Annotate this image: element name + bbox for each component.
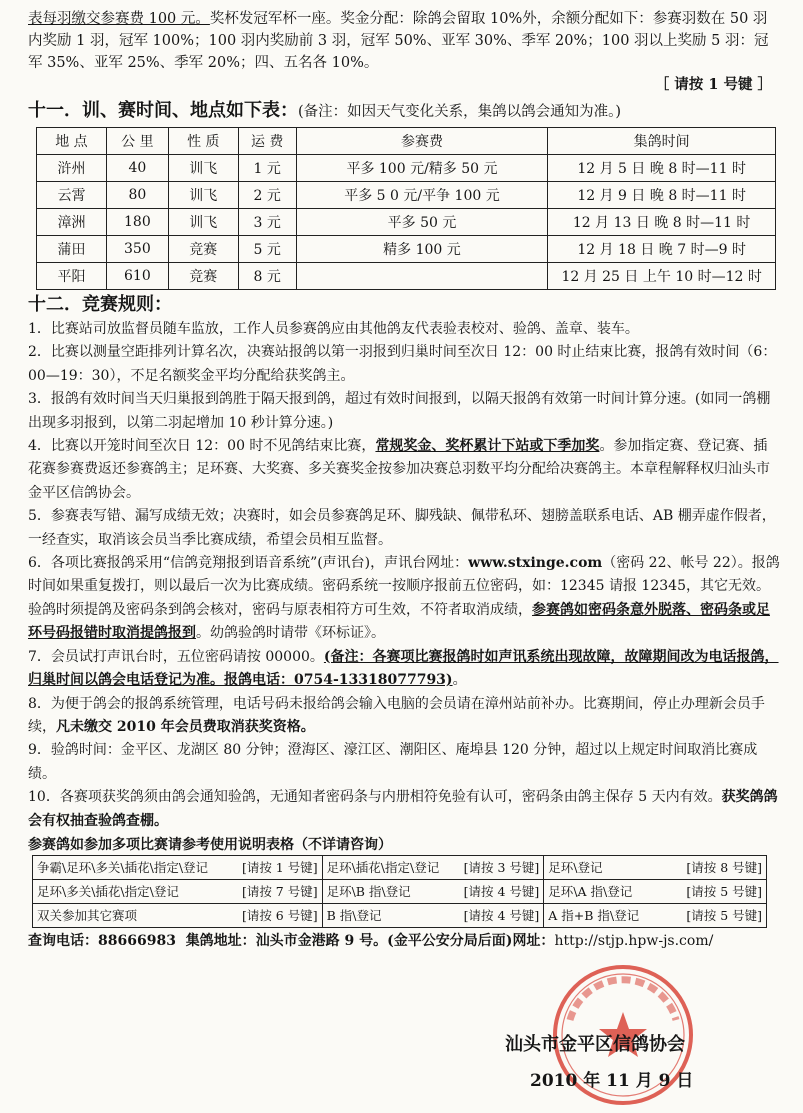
rule-3: 3．报鸽有效时间当天归巢报到鸽胜于隔天报到鸽，超过有效时间报到，以隔天报鸽有效第一时间计算分速。(如同一鸽棚出现多羽报到，以第二羽起增加 10 秒计算分速。) xyxy=(28,391,771,431)
rule-8 xyxy=(28,693,780,740)
rule-7-emphasis: (备注：各赛项比赛报鸽时如声讯系统出现故障，故障期间改为电话报鸽，归巢时间以鸽会电话登记为准。报鸽电话：0754-13318077793) xyxy=(28,648,779,689)
rule-6-text-end: 。幼鸽验鸽时请带《环标证》。 xyxy=(196,625,385,642)
rule-10-emphasis: 获奖鸽鸽会有权抽查验鸽查棚。 xyxy=(28,789,778,829)
table-row xyxy=(37,236,776,263)
rule-1: 1．比赛站司放监督员随车监放，工作人员参赛鸽应由其他鸽友代表验表校对、验鸽、盖章、装车。 xyxy=(28,321,639,337)
rule-10-text: 10．各赛项获奖鸽须由鸽会通知验鸽，无通知者密码条与内册相符免验有认可，密码条由鸽主保存 5 天内有效。 xyxy=(28,789,722,806)
header-type: 性 质 xyxy=(168,128,238,155)
guide-key-label: [请按 8 号键] xyxy=(686,860,762,876)
distance-cell: 350 xyxy=(106,236,168,263)
table-row xyxy=(37,182,776,209)
signature-date: 2010 年 11 月 9 日 xyxy=(530,1071,694,1091)
guide-cell xyxy=(33,879,323,903)
guide-cell xyxy=(322,903,544,927)
location-cell: 漳洲 xyxy=(37,209,107,236)
distance-cell: 40 xyxy=(106,155,168,182)
url-label: 网址： xyxy=(512,932,555,949)
rule-6 xyxy=(28,552,780,646)
rule-4-text: 4．比赛以开笼时间至次日 12：00 时不见鸽结束比赛， xyxy=(28,438,376,455)
location-cell: 云霄 xyxy=(37,182,107,209)
rule-6-text-cont: （密码 22、帐号 22）。报鸽时间如果重复拨打，则以最后一次为比赛成绩。密码系统一按顺序报前五位密码，如：12345 请报 12345，其它无效。验鸽时须提鸽及密码条到鸽会核对，密码与原表相符方可生效，不符者取消成绩， xyxy=(28,555,780,618)
guide-table-title: 参赛鸽如参加多项比赛请参考使用说明表格（不详请咨询） xyxy=(28,836,392,853)
freight-cell: 2 元 xyxy=(238,182,296,209)
guide-option-label: 足环\登记 xyxy=(548,860,603,876)
type-cell: 竞赛 xyxy=(168,263,238,290)
guide-option-label: 足环\B 指\登记 xyxy=(326,884,411,900)
entry-fee-cell: 平多 5 0 元/平争 100 元 xyxy=(296,182,548,209)
guide-option-label: 足环\A 指\登记 xyxy=(548,884,633,900)
rule-8-emphasis: 凡未缴交 2010 年会员费取消获奖资格。 xyxy=(56,718,315,735)
freight-cell: 5 元 xyxy=(238,236,296,263)
schedule-table xyxy=(36,127,776,290)
rule-7-text: 7．会员试打声讯台时，五位密码请按 00000。 xyxy=(28,648,324,665)
guide-key-label: [请按 4 号键] xyxy=(463,908,540,924)
collection-time-cell: 12 月 18 日 晚 7 时—9 时 xyxy=(548,236,776,263)
freight-cell: 8 元 xyxy=(238,263,296,290)
location-cell: 平阳 xyxy=(37,263,107,290)
guide-option-label: 足环\多关\插花\指定\登记 xyxy=(37,884,179,900)
entry-fee-cell xyxy=(296,263,548,290)
entry-fee-text: 表每羽缴交参赛费 100 元。 xyxy=(28,11,210,27)
rule-6-emphasis: 参赛鸽如密码条意外脱落、密码条或足环号码报错时取消提鸽报到 xyxy=(28,601,770,642)
type-cell: 训飞 xyxy=(168,155,238,182)
guide-option-label: A 指+B 指\登记 xyxy=(548,908,640,924)
table-row xyxy=(33,855,767,879)
address-label: 集鸽地址： xyxy=(185,932,256,949)
guide-cell xyxy=(544,879,767,903)
rule-10 xyxy=(28,786,780,833)
contact-line xyxy=(28,930,780,952)
section-11-heading xyxy=(28,98,780,125)
address-text: 汕头市金港路 9 号。(金平公安分局后面) xyxy=(255,932,513,949)
rules-list xyxy=(28,318,780,833)
rule-7 xyxy=(28,646,780,693)
guide-key-label: [请按 1 号键] xyxy=(241,860,318,876)
section-11-title: 十一．训、赛时间、地点如下表： xyxy=(28,100,298,121)
prize-paragraph xyxy=(28,8,780,74)
location-cell: 浒州 xyxy=(37,155,107,182)
rule-7-end: 。 xyxy=(452,672,467,689)
guide-option-label: 双关参加其它赛项 xyxy=(37,908,138,924)
header-freight: 运 费 xyxy=(238,128,296,155)
voice-system-link[interactable]: www.stxinge.com xyxy=(468,555,603,572)
header-distance: 公 里 xyxy=(106,128,168,155)
distance-cell: 180 xyxy=(106,209,168,236)
table-row xyxy=(37,155,776,182)
guide-cell xyxy=(544,903,767,927)
guide-key-label: [请按 7 号键] xyxy=(241,884,318,900)
collection-time-cell: 12 月 9 日 晚 8 时—11 时 xyxy=(548,182,776,209)
table-row xyxy=(33,903,767,927)
rule-9: 9．验鸽时间：金平区、龙湖区 80 分钟；澄海区、濠江区、潮阳区、庵埠县 120 分钟，超过以上规定时间取消比赛成绩。 xyxy=(28,742,758,782)
guide-key-label: [请按 5 号键] xyxy=(686,884,762,900)
rule-8-text: 8．为便于鸽会的报鸽系统管理，电话号码未报给鸽会输入电脑的会员请在漳州站前补办。比赛期间，停止办理新会员手续， xyxy=(28,695,765,735)
collection-time-cell: 12 月 13 日 晚 8 时—11 时 xyxy=(548,209,776,236)
type-cell: 竞赛 xyxy=(168,236,238,263)
guide-key-label: [请按 6 号键] xyxy=(241,908,318,924)
guide-option-label: 足环\插花\指定\登记 xyxy=(326,860,440,876)
rule-2: 2．比赛以测量空距排列计算名次，决赛站报鸽以第一羽报到归巢时间至次日 12：00 时止结束比赛，报鸽有效时间（6：00—19：30），不足名额奖金平均分配给获奖鸽主。 xyxy=(28,344,777,384)
entry-fee-cell: 平多 50 元 xyxy=(296,209,548,236)
guide-table xyxy=(32,855,767,928)
rule-5: 5．参赛表写错、漏写成绩无效；决赛时，如会员参赛鸽足环、脚残缺、佩带私环、翅膀盖联系电话、AB 棚弄虚作假者，一经查实，取消该会员当季比赛成绩，希望会员相互监督。 xyxy=(28,508,776,548)
table-row xyxy=(37,263,776,290)
entry-fee-cell: 平多 100 元/精多 50 元 xyxy=(296,155,548,182)
collection-time-cell: 12 月 5 日 晚 8 时—11 时 xyxy=(548,155,776,182)
section-11-note: (备注：如因天气变化关系，集鸽以鸽会通知为准。) xyxy=(298,104,622,120)
distance-cell: 80 xyxy=(106,182,168,209)
guide-option-label: B 指\登记 xyxy=(326,908,382,924)
guide-cell xyxy=(544,855,767,879)
guide-key-label: [请按 4 号键] xyxy=(463,884,540,900)
schedule-header-row xyxy=(37,128,776,155)
header-collection-time: 集鸽时间 xyxy=(548,128,776,155)
type-cell: 训飞 xyxy=(168,209,238,236)
freight-cell: 3 元 xyxy=(238,209,296,236)
guide-cell xyxy=(322,879,544,903)
entry-fee-cell: 精多 100 元 xyxy=(296,236,548,263)
rule-4 xyxy=(28,435,780,505)
header-entry-fee: 参赛费 xyxy=(296,128,548,155)
freight-cell: 1 元 xyxy=(238,155,296,182)
table-row xyxy=(33,879,767,903)
press-key-note: ［ 请按 1 号键 ］ xyxy=(654,76,772,93)
document-page xyxy=(28,8,780,952)
guide-cell xyxy=(33,855,323,879)
phone-number: 88666983 xyxy=(98,932,176,949)
organization-signature: 汕头市金平区信鸽协会 xyxy=(505,1034,685,1055)
guide-cell xyxy=(33,903,323,927)
type-cell: 训飞 xyxy=(168,182,238,209)
prize-distribution-text: 奖杯发冠军杯一座。奖金分配：除鸽会留取 10%外，余额分配如下：参赛羽数在 50 羽内奖励 1 羽，冠军 100%；100 羽内奖励前 3 羽，冠军 50%、亚军 30%、季军 20%；100 羽以上奖励 5 羽：冠军 35%、亚军 25%、季军 20%；四、五名各 10%。 xyxy=(28,11,769,71)
guide-key-label: [请按 3 号键] xyxy=(463,860,540,876)
rule-6-text: 6．各项比赛报鸽采用“信鸽竞翔报到语音系统”(声讯台)，声讯台网址： xyxy=(28,555,469,572)
rule-4-text-cont: 。参加指定赛、登记赛、插花赛参赛费返还参赛鸽主；足环赛、大奖赛、多关赛奖金按参加决赛总羽数平均分配给决赛鸽主。本章程解释权归汕头市金平区信鸽协会。 xyxy=(28,438,770,501)
collection-time-cell: 12 月 25 日 上午 10 时—12 时 xyxy=(548,263,776,290)
rule-4-emphasis: 常规奖金、奖杯累计下站或下季加奖 xyxy=(375,438,600,455)
section-12-heading: 十二．竞赛规则： xyxy=(28,294,172,315)
location-cell: 蒲田 xyxy=(37,236,107,263)
guide-key-label: [请按 5 号键] xyxy=(686,908,762,924)
website-link[interactable]: http://stjp.hpw-js.com/ xyxy=(554,932,714,949)
header-location: 地 点 xyxy=(37,128,107,155)
distance-cell: 610 xyxy=(106,263,168,290)
table-row xyxy=(37,209,776,236)
guide-option-label: 争霸\足环\多关\插花\指定\登记 xyxy=(37,860,209,876)
phone-label: 查询电话： xyxy=(28,932,98,949)
guide-cell xyxy=(322,855,544,879)
